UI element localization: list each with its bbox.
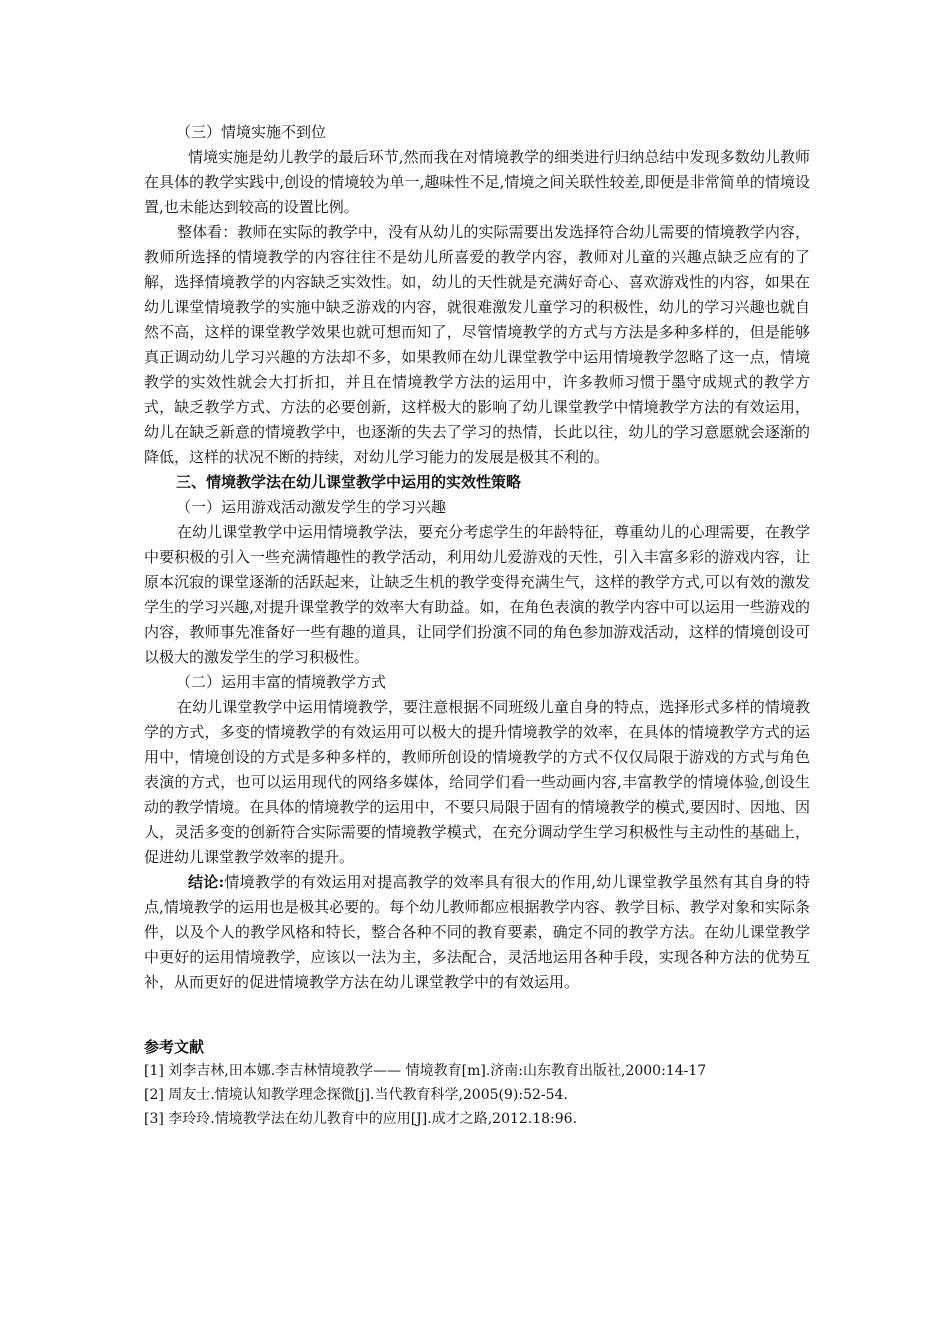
body-paragraph: 在幼儿课堂教学中运用情境教学法，要充分考虑学生的年龄特征，尊重幼儿的心理需要，在教学中要积极的引入一些充满情趣性的教学活动，利用幼儿爱游戏的天性，引入丰富多彩的游戏内容，让原本沉寂的课堂逐渐的活跃起来，让缺乏生机的教学变得充满生气，这样的教学方式,可以有效的激发学生的学习兴趣,对提升课堂教学的效率大有助益。如，在角色表演的教学内容中可以运用一些游戏的内容，教师事先准备好一些有趣的道具，让同学们扮演不同的角色参加游戏活动，这样的情境创设可以极大的激发学生的学习积极性。 — [144, 523, 810, 666]
body-paragraph: 情境实施是幼儿教学的最后环节,然而我在对情境教学的细类进行归纳总结中发现多数幼儿教师在具体的教学实践中,创设的情境较为单一,趣味性不足,情境之间关联性较差,即便是非常简单的情境设置,也未能达到较高的设置比例。 — [144, 148, 810, 216]
body-paragraph: 整体看：教师在实际的教学中，没有从幼儿的实际需要出发选择符合幼儿需要的情境教学内容，教师所选择的情境教学的内容往往不是幼儿所喜爱的教学内容，教师对儿童的兴趣点缺乏应有的了解，选择情境教学的内容缺乏实效性。如，幼儿的天性就是充满好奇心、喜欢游戏性的内容，如果在幼儿课堂情境教学的实施中缺乏游戏的内容，就很难激发儿童学习的积极性，幼儿的学习兴趣也就自然不高，这样的课堂教学效果也就可想而知了，尽管情境教学的方式与方法是多种多样的，但是能够真正调动幼儿学习兴趣的方法却不多，如果教师在幼儿课堂教学中运用情境教学忽略了这一点，情境教学的实效性就会大打折扣，并且在情境教学方法的运用中，许多教师习惯于墨守成规式的教学方式，缺乏教学方式、方法的必要创新，这样极大的影响了幼儿课堂教学中情境教学方法的有效运用，幼儿在缺乏新意的情境教学中，也逐渐的失去了学习的热情，长此以往，幼儿的学习意愿就会逐渐的降低，这样的状况不断的持续，对幼儿学习能力的发展是极其不利的。 — [144, 223, 810, 466]
reference-item: [2] 周友士.情境认知教学理念探微[j].当代教育科学,2005(9):52-54. — [144, 1087, 568, 1103]
subsection-heading-3: （三）情境实施不到位 — [176, 123, 327, 141]
references-title: 参考文献 — [144, 1038, 205, 1056]
conclusion-paragraph — [144, 870, 810, 995]
reference-item: [1] 刘李吉林,田本娜.李吉林情境教学—— 情境教育[m].济南:山东教育出版社,2000:14-17 — [144, 1063, 707, 1079]
section-heading: 三、情境教学法在幼儿课堂教学中运用的实效性策略 — [176, 473, 522, 491]
conclusion-text: 情境教学的有效运用对提高教学的效率具有很大的作用,幼儿课堂教学虽然有其自身的特点,情境教学的运用也是极其必要的。每个幼儿教师都应根据教学内容、教学目标、教学对象和实际条件，以及个人的教学风格和特长，整合各种不同的教育要素，确定不同的教学方法。在幼儿课堂教学中更好的运用情境教学，应该以一法为主，多法配合，灵活地运用各种手段，实现各种方法的优势互补，从而更好的促进情境教学方法在幼儿课堂教学中的有效运用。 — [144, 873, 810, 991]
body-paragraph: 在幼儿课堂教学中运用情境教学，要注意根据不同班级儿童自身的特点，选择形式多样的情境教学的方式，多变的情境教学的有效运用可以极大的提升情境教学的效率，在具体的情境教学方式的运用中，情境创设的方式是多种多样的，教师所创设的情境教学的方式不仅仅局限于游戏的方式与角色表演的方式，也可以运用现代的网络多媒体，给同学们看一些动画内容,丰富教学的情境体验,创设生动的教学情境。在具体的情境教学的运用中，不要只局限于固有的情境教学的模式,要因时、因地、因人，灵活多变的创新符合实际需要的情境教学模式，在充分调动学生学习积极性与主动性的基础上，促进幼儿课堂教学效率的提升。 — [144, 698, 810, 866]
subsection-heading-1: （一）运用游戏活动激发学生的学习兴趣 — [176, 498, 447, 516]
conclusion-label: 结论: — [188, 873, 225, 891]
document-page — [144, 120, 810, 1131]
subsection-heading-2: （二）运用丰富的情境教学方式 — [176, 673, 387, 691]
reference-item: [3] 李玲玲.情境教学法在幼儿教育中的应用[J].成才之路,2012.18:96. — [144, 1111, 578, 1127]
